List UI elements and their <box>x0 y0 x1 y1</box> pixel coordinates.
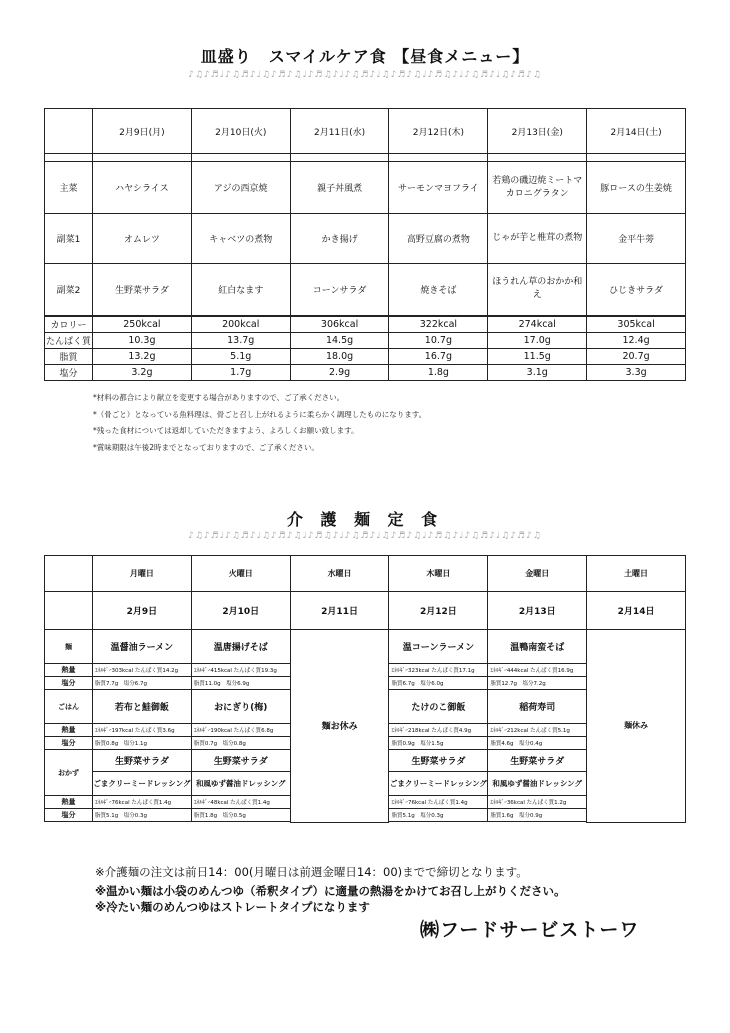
menu-cell: オムレツ <box>93 214 192 264</box>
menu-cell: ほうれん草のおかか和え <box>488 264 587 316</box>
energy-value: ｴﾈﾙｷﾞｰ197kcal たんぱく質3.6g <box>93 724 192 737</box>
day-header: 2月9日(月) <box>93 109 192 154</box>
salt-label: 塩分 <box>45 677 93 690</box>
note-line: *材料の都合により献立を変更する場合がありますので、ご了承ください。 <box>93 393 345 402</box>
date-header: 2月13日 <box>488 592 587 630</box>
salt-value: 脂質4.6g 塩分0.4g <box>488 737 587 750</box>
nutrition-value: 17.0g <box>488 332 587 348</box>
energy-label: 熱量 <box>45 664 93 677</box>
menu-cell: 紅白なます <box>191 264 290 316</box>
nutrition-value: 12.4g <box>587 332 686 348</box>
weekday-header: 土曜日 <box>587 556 686 592</box>
nutrition-value: 20.7g <box>587 348 686 364</box>
footer-note-2: ※温かい麺は小袋のめんつゆ（希釈タイプ）に適量の熱湯をかけてお召し上がりください。 <box>95 884 566 898</box>
menu-cell: 生野菜サラダ <box>93 264 192 316</box>
footer-note-1: ※介護麺の注文は前日14：00(月曜日は前週金曜日14：00)までで締切となります。 <box>95 865 528 879</box>
nutrition-value: 16.7g <box>389 348 488 364</box>
day-header: 2月10日(火) <box>191 109 290 154</box>
category-label: おかず <box>45 750 93 796</box>
energy-value: ｴﾈﾙｷﾞｰ76kcal たんぱく質1.4g <box>93 796 192 809</box>
menu-cell: アジの西京焼 <box>191 162 290 214</box>
energy-value: ｴﾈﾙｷﾞｰ76kcal たんぱく質1.4g <box>389 796 488 809</box>
nutrition-value: 1.7g <box>191 364 290 380</box>
dish-name: 若布と鮭御飯 <box>93 690 192 724</box>
salt-value: 脂質11.0g 塩分6.9g <box>191 677 290 690</box>
weekday-header: 金曜日 <box>488 556 587 592</box>
note-line: *残った食材については返却していただきますよう、よろしくお願い致します。 <box>93 426 359 435</box>
day-header: 2月14日(土) <box>587 109 686 154</box>
day-header: 2月12日(木) <box>389 109 488 154</box>
salt-label: 塩分 <box>45 809 93 822</box>
nutrition-label: 塩分 <box>45 364 93 380</box>
nutrition-value: 5.1g <box>191 348 290 364</box>
energy-value: ｴﾈﾙｷﾞｰ303kcal たんぱく質14.2g <box>93 664 192 677</box>
nutrition-label: 脂質 <box>45 348 93 364</box>
salt-value: 脂質1.6g 塩分0.9g <box>488 809 587 822</box>
lunch-notes <box>93 390 426 456</box>
menu-cell: じゃが芋と椎茸の煮物 <box>488 214 587 264</box>
nutrition-label: カロリー <box>45 316 93 333</box>
menu-cell: 金平牛蒡 <box>587 214 686 264</box>
sauce-name: ごまクリーミードレッシング <box>93 772 192 796</box>
dish-name: 温唐揚げそば <box>191 630 290 664</box>
nutrition-value: 1.8g <box>389 364 488 380</box>
menu-cell: ひじきサラダ <box>587 264 686 316</box>
nutrition-value: 274kcal <box>488 316 587 333</box>
energy-value: ｴﾈﾙｷﾞｰ218kcal たんぱく質4.9g <box>389 724 488 737</box>
weekday-header: 月曜日 <box>93 556 192 592</box>
salt-value: 脂質12.7g 塩分7.2g <box>488 677 587 690</box>
nutrition-value: 3.2g <box>93 364 192 380</box>
energy-value: ｴﾈﾙｷﾞｰ48kcal たんぱく質1.4g <box>191 796 290 809</box>
noodle-menu-table <box>44 555 686 823</box>
salt-value: 脂質0.7g 塩分0.8g <box>191 737 290 750</box>
dish-name: おにぎり(梅) <box>191 690 290 724</box>
dish-name: 生野菜サラダ <box>93 750 192 772</box>
energy-value: ｴﾈﾙｷﾞｰ415kcal たんぱく質19.3g <box>191 664 290 677</box>
date-header: 2月9日 <box>93 592 192 630</box>
nutrition-value: 18.0g <box>290 348 389 364</box>
weekday-header: 水曜日 <box>290 556 389 592</box>
date-header: 2月11日 <box>290 592 389 630</box>
nutrition-value: 322kcal <box>389 316 488 333</box>
dish-name: たけのこ御飯 <box>389 690 488 724</box>
footer-note-3: ※冷たい麺のめんつゆはストレートタイプになります <box>95 900 370 914</box>
lunch-title: 皿盛り スマイルケア食 【昼食メニュー】 <box>200 47 530 66</box>
nutrition-value: 200kcal <box>191 316 290 333</box>
salt-label: 塩分 <box>45 737 93 750</box>
category-label: ごはん <box>45 690 93 724</box>
dish-name: 温コーンラーメン <box>389 630 488 664</box>
energy-value: ｴﾈﾙｷﾞｰ444kcal たんぱく質16.9g <box>488 664 587 677</box>
sauce-name: 和風ゆず醤油ドレッシング <box>191 772 290 796</box>
menu-cell: キャベツの煮物 <box>191 214 290 264</box>
nutrition-value: 10.7g <box>389 332 488 348</box>
menu-cell: ハヤシライス <box>93 162 192 214</box>
salt-value: 脂質5.1g 塩分0.3g <box>93 809 192 822</box>
dish-name: 稲荷寿司 <box>488 690 587 724</box>
closed-wednesday: 麺お休み <box>290 630 389 823</box>
weekday-header: 火曜日 <box>191 556 290 592</box>
category-label: 麺 <box>45 630 93 664</box>
lunch-menu-table <box>44 108 686 381</box>
menu-cell: 高野豆腐の煮物 <box>389 214 488 264</box>
menu-cell: 焼きそば <box>389 264 488 316</box>
note-line: *賞味期限は午後2時までとなっておりますので、ご了承ください。 <box>93 442 319 452</box>
nutrition-value: 250kcal <box>93 316 192 333</box>
date-header: 2月12日 <box>389 592 488 630</box>
energy-value: ｴﾈﾙｷﾞｰ190kcal たんぱく質6.8g <box>191 724 290 737</box>
dish-name: 生野菜サラダ <box>389 750 488 772</box>
date-header: 2月14日 <box>587 592 686 630</box>
nutrition-value: 3.1g <box>488 364 587 380</box>
sauce-name: ごまクリーミードレッシング <box>389 772 488 796</box>
salt-value: 脂質7.7g 塩分6.7g <box>93 677 192 690</box>
nutrition-value: 14.5g <box>290 332 389 348</box>
noodle-title: 介 護 麺 定 食 <box>286 510 444 529</box>
music-notes-decoration: ♪♫♪♬♩♪♫♬♪♩♫♪♬♪♫♩♪♬♫♪♩♪♫♬♪♩♫♪♬♪♫♩♪♬♫♪♩♪♫♬♪♩♫♪♬♪♫ <box>188 531 542 541</box>
energy-value: ｴﾈﾙｷﾞｰ212kcal たんぱく質5.1g <box>488 724 587 737</box>
nutrition-value: 10.3g <box>93 332 192 348</box>
weekday-header: 木曜日 <box>389 556 488 592</box>
music-notes-decoration: ♪♫♪♬♩♪♫♬♪♩♫♪♬♪♫♩♪♬♫♪♩♪♫♬♪♩♫♪♬♪♫♩♪♬♫♪♩♪♫♬♪♩♫♪♬♪♫ <box>188 70 542 80</box>
nutrition-value: 11.5g <box>488 348 587 364</box>
row-label: 副菜1 <box>45 214 93 264</box>
menu-cell: コーンサラダ <box>290 264 389 316</box>
energy-label: 熱量 <box>45 796 93 809</box>
closed-saturday: 麺休み <box>587 630 686 823</box>
nutrition-value: 306kcal <box>290 316 389 333</box>
dish-name: 生野菜サラダ <box>488 750 587 772</box>
sauce-name: 和風ゆず醤油ドレッシング <box>488 772 587 796</box>
nutrition-value: 13.7g <box>191 332 290 348</box>
day-header: 2月13日(金) <box>488 109 587 154</box>
nutrition-value: 3.3g <box>587 364 686 380</box>
row-label: 副菜2 <box>45 264 93 316</box>
dish-name: 生野菜サラダ <box>191 750 290 772</box>
salt-value: 脂質6.7g 塩分6.0g <box>389 677 488 690</box>
dish-name: 温鴨南蛮そば <box>488 630 587 664</box>
date-header: 2月10日 <box>191 592 290 630</box>
nutrition-value: 305kcal <box>587 316 686 333</box>
salt-value: 脂質5.1g 塩分0.3g <box>389 809 488 822</box>
dish-name: 温醤油ラーメン <box>93 630 192 664</box>
nutrition-label: たんぱく質 <box>45 332 93 348</box>
menu-cell: サーモンマヨフライ <box>389 162 488 214</box>
energy-value: ｴﾈﾙｷﾞｰ36kcal たんぱく質1.2g <box>488 796 587 809</box>
note-line: *（骨ごと）となっている魚料理は、骨ごと召し上がれるように柔らかく調理したものになります。 <box>93 409 427 419</box>
day-header: 2月11日(水) <box>290 109 389 154</box>
menu-cell: かき揚げ <box>290 214 389 264</box>
salt-value: 脂質0.8g 塩分1.1g <box>93 737 192 750</box>
energy-value: ｴﾈﾙｷﾞｰ323kcal たんぱく質17.1g <box>389 664 488 677</box>
company-name: ㈱フードサービストーワ <box>420 919 640 941</box>
menu-cell: 若鶏の磯辺焼ミートマカロニグラタン <box>488 162 587 214</box>
menu-cell: 豚ロースの生姜焼 <box>587 162 686 214</box>
menu-cell: 親子丼風煮 <box>290 162 389 214</box>
nutrition-value: 13.2g <box>93 348 192 364</box>
salt-value: 脂質1.8g 塩分0.5g <box>191 809 290 822</box>
energy-label: 熱量 <box>45 724 93 737</box>
row-label: 主菜 <box>45 162 93 214</box>
nutrition-value: 2.9g <box>290 364 389 380</box>
salt-value: 脂質0.9g 塩分1.5g <box>389 737 488 750</box>
